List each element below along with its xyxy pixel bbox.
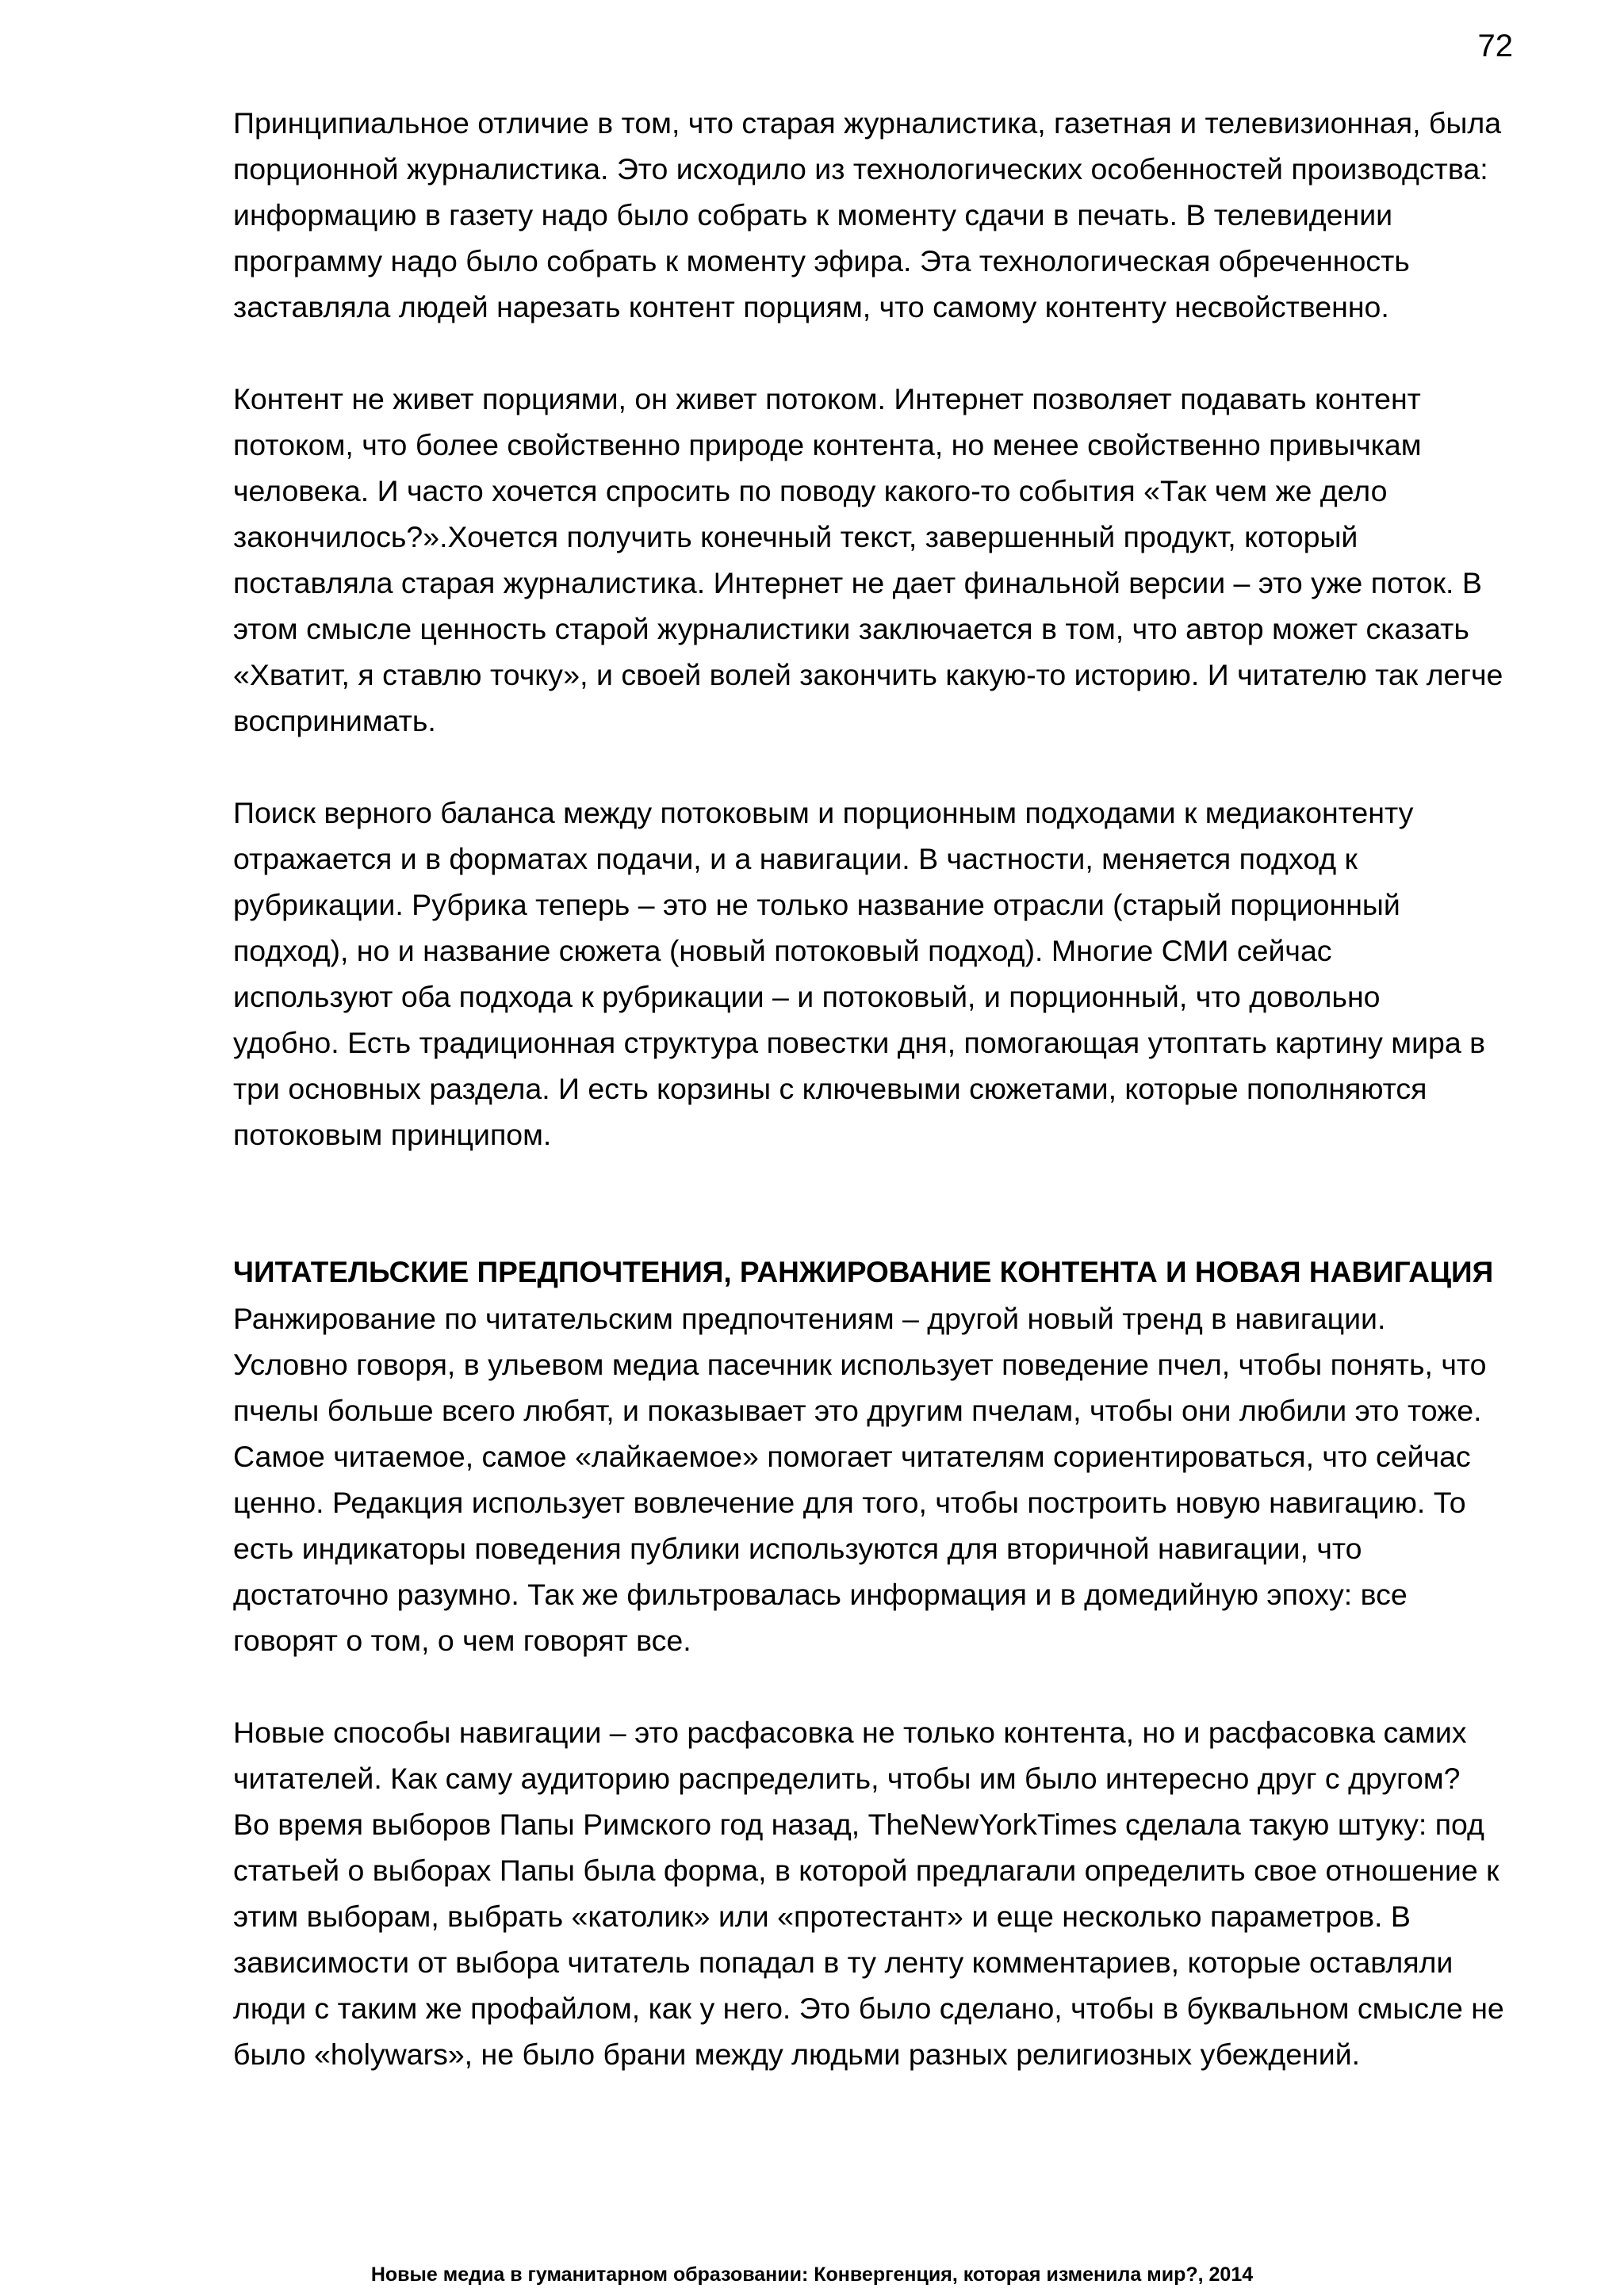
paragraph-1 <box>233 100 1518 330</box>
text-line: закончилось?».Хочется получить конечный текст, завершенный продукт, который <box>233 520 1358 553</box>
text-line: Самое читаемое, самое «лайкаемое» помогает читателям сориентироваться, что сейчас <box>233 1440 1471 1473</box>
text-line: подход), но и название сюжета (новый потоковый подход). Многие СМИ сейчас <box>233 934 1332 967</box>
text-line: Новые способы навигации – это расфасовка не только контента, но и расфасовка самих <box>233 1716 1467 1749</box>
text-line: Поиск верного баланса между потоковым и порционным подходами к медиаконтенту <box>233 796 1414 829</box>
text-line: информацию в газету надо было собрать к моменту сдачи в печать. В телевидении <box>233 198 1393 232</box>
text-line: заставляла людей нарезать контент порциям, что самому контенту несвойственно. <box>233 290 1389 323</box>
paragraph-spacer <box>233 330 1518 376</box>
paragraph-3 <box>233 790 1518 1158</box>
section-spacer <box>233 1158 1518 1249</box>
text-line: Контент не живет порциями, он живет потоком. Интернет позволяет подавать контент <box>233 382 1421 415</box>
text-line: человека. И часто хочется спросить по поводу какого-то события «Так чем же дело <box>233 474 1388 507</box>
section-heading: ЧИТАТЕЛЬСКИЕ ПРЕДПОЧТЕНИЯ, РАНЖИРОВАНИЕ КОНТЕНТА И НОВАЯ НАВИГАЦИЯ <box>233 1256 1494 1288</box>
paragraph-2 <box>233 376 1518 744</box>
paragraph-spacer <box>233 1663 1518 1709</box>
text-line: потоковым принципом. <box>233 1118 552 1151</box>
text-line: Во время выборов Папы Римского год назад, TheNewYorkTimes сделала такую штуку: под <box>233 1808 1484 1841</box>
text-line: достаточно разумно. Так же фильтровалась информация и в домедийную эпоху: все <box>233 1578 1408 1611</box>
text-line: рубрикации. Рубрика теперь – это не только название отрасли (старый порционный <box>233 888 1400 921</box>
text-line: статьей о выборах Папы была форма, в которой предлагали определить свое отношение к <box>233 1854 1500 1887</box>
text-line: «Хватит, я ставлю точку», и своей волей закончить какую-то историю. И читателю так легче <box>233 658 1503 691</box>
text-line: зависимости от выбора читатель попадал в ту ленту комментариев, которые оставляли <box>233 1946 1454 1979</box>
text-line: Ранжирование по читательским предпочтениям – другой новый тренд в навигации. <box>233 1302 1386 1335</box>
text-line: пчелы больше всего любят, и показывает это другим пчелам, чтобы они любили это тоже. <box>233 1394 1482 1427</box>
text-line: люди с таким же профайлом, как у него. Это было сделано, чтобы в буквальном смысле не <box>233 1992 1504 2025</box>
text-line: Принципиальное отличие в том, что старая журналистика, газетная и телевизионная, была <box>233 106 1502 140</box>
text-line: было «holywars», не было брани между людьми разных религиозных убеждений. <box>233 2038 1361 2071</box>
text-line: читателей. Как саму аудиторию распределить, чтобы им было интересно друг с другом? <box>233 1762 1461 1795</box>
text-line: говорят о том, о чем говорят все. <box>233 1624 691 1657</box>
text-line: программу надо было собрать к моменту эфира. Эта технологическая обреченность <box>233 244 1410 277</box>
page-footer: Новые медиа в гуманитарном образовании: Конвергенция, которая изменила мир?, 2014 <box>370 2263 1254 2286</box>
text-line: этом смысле ценность старой журналистики заключается в том, что автор может сказать <box>233 612 1469 645</box>
text-line: удобно. Есть традиционная структура повестки дня, помогающая утоптать картину мира в <box>233 1026 1486 1059</box>
paragraph-spacer <box>233 744 1518 790</box>
text-line: Условно говоря, в ульевом медиа пасечник использует поведение пчел, чтобы понять, что <box>233 1348 1487 1381</box>
text-line: поставляла старая журналистика. Интернет не дает финальной версии – это уже поток. В <box>233 566 1482 599</box>
page-number: 72 <box>1477 29 1513 63</box>
document-body <box>233 100 1518 2077</box>
text-line: воспринимать. <box>233 704 436 737</box>
text-line: есть индикаторы поведения публики используются для вторичной навигации, что <box>233 1532 1362 1565</box>
text-line: порционной журналистика. Это исходило из технологических особенностей производства: <box>233 152 1488 186</box>
text-line: три основных раздела. И есть корзины с ключевыми сюжетами, которые пополняются <box>233 1072 1427 1105</box>
paragraph-5 <box>233 1709 1518 2077</box>
text-line: отражается и в форматах подачи, и а навигации. В частности, меняется подход к <box>233 842 1358 875</box>
text-line: потоком, что более свойственно природе контента, но менее свойственно привычкам <box>233 428 1422 461</box>
paragraph-4 <box>233 1295 1518 1663</box>
text-line: используют оба подхода к рубрикации – и потоковый, и порционный, что довольно <box>233 980 1381 1013</box>
text-line: этим выборам, выбрать «католик» или «протестант» и еще несколько параметров. В <box>233 1900 1411 1933</box>
text-line: ценно. Редакция использует вовлечение для того, чтобы построить новую навигацию. То <box>233 1486 1466 1519</box>
